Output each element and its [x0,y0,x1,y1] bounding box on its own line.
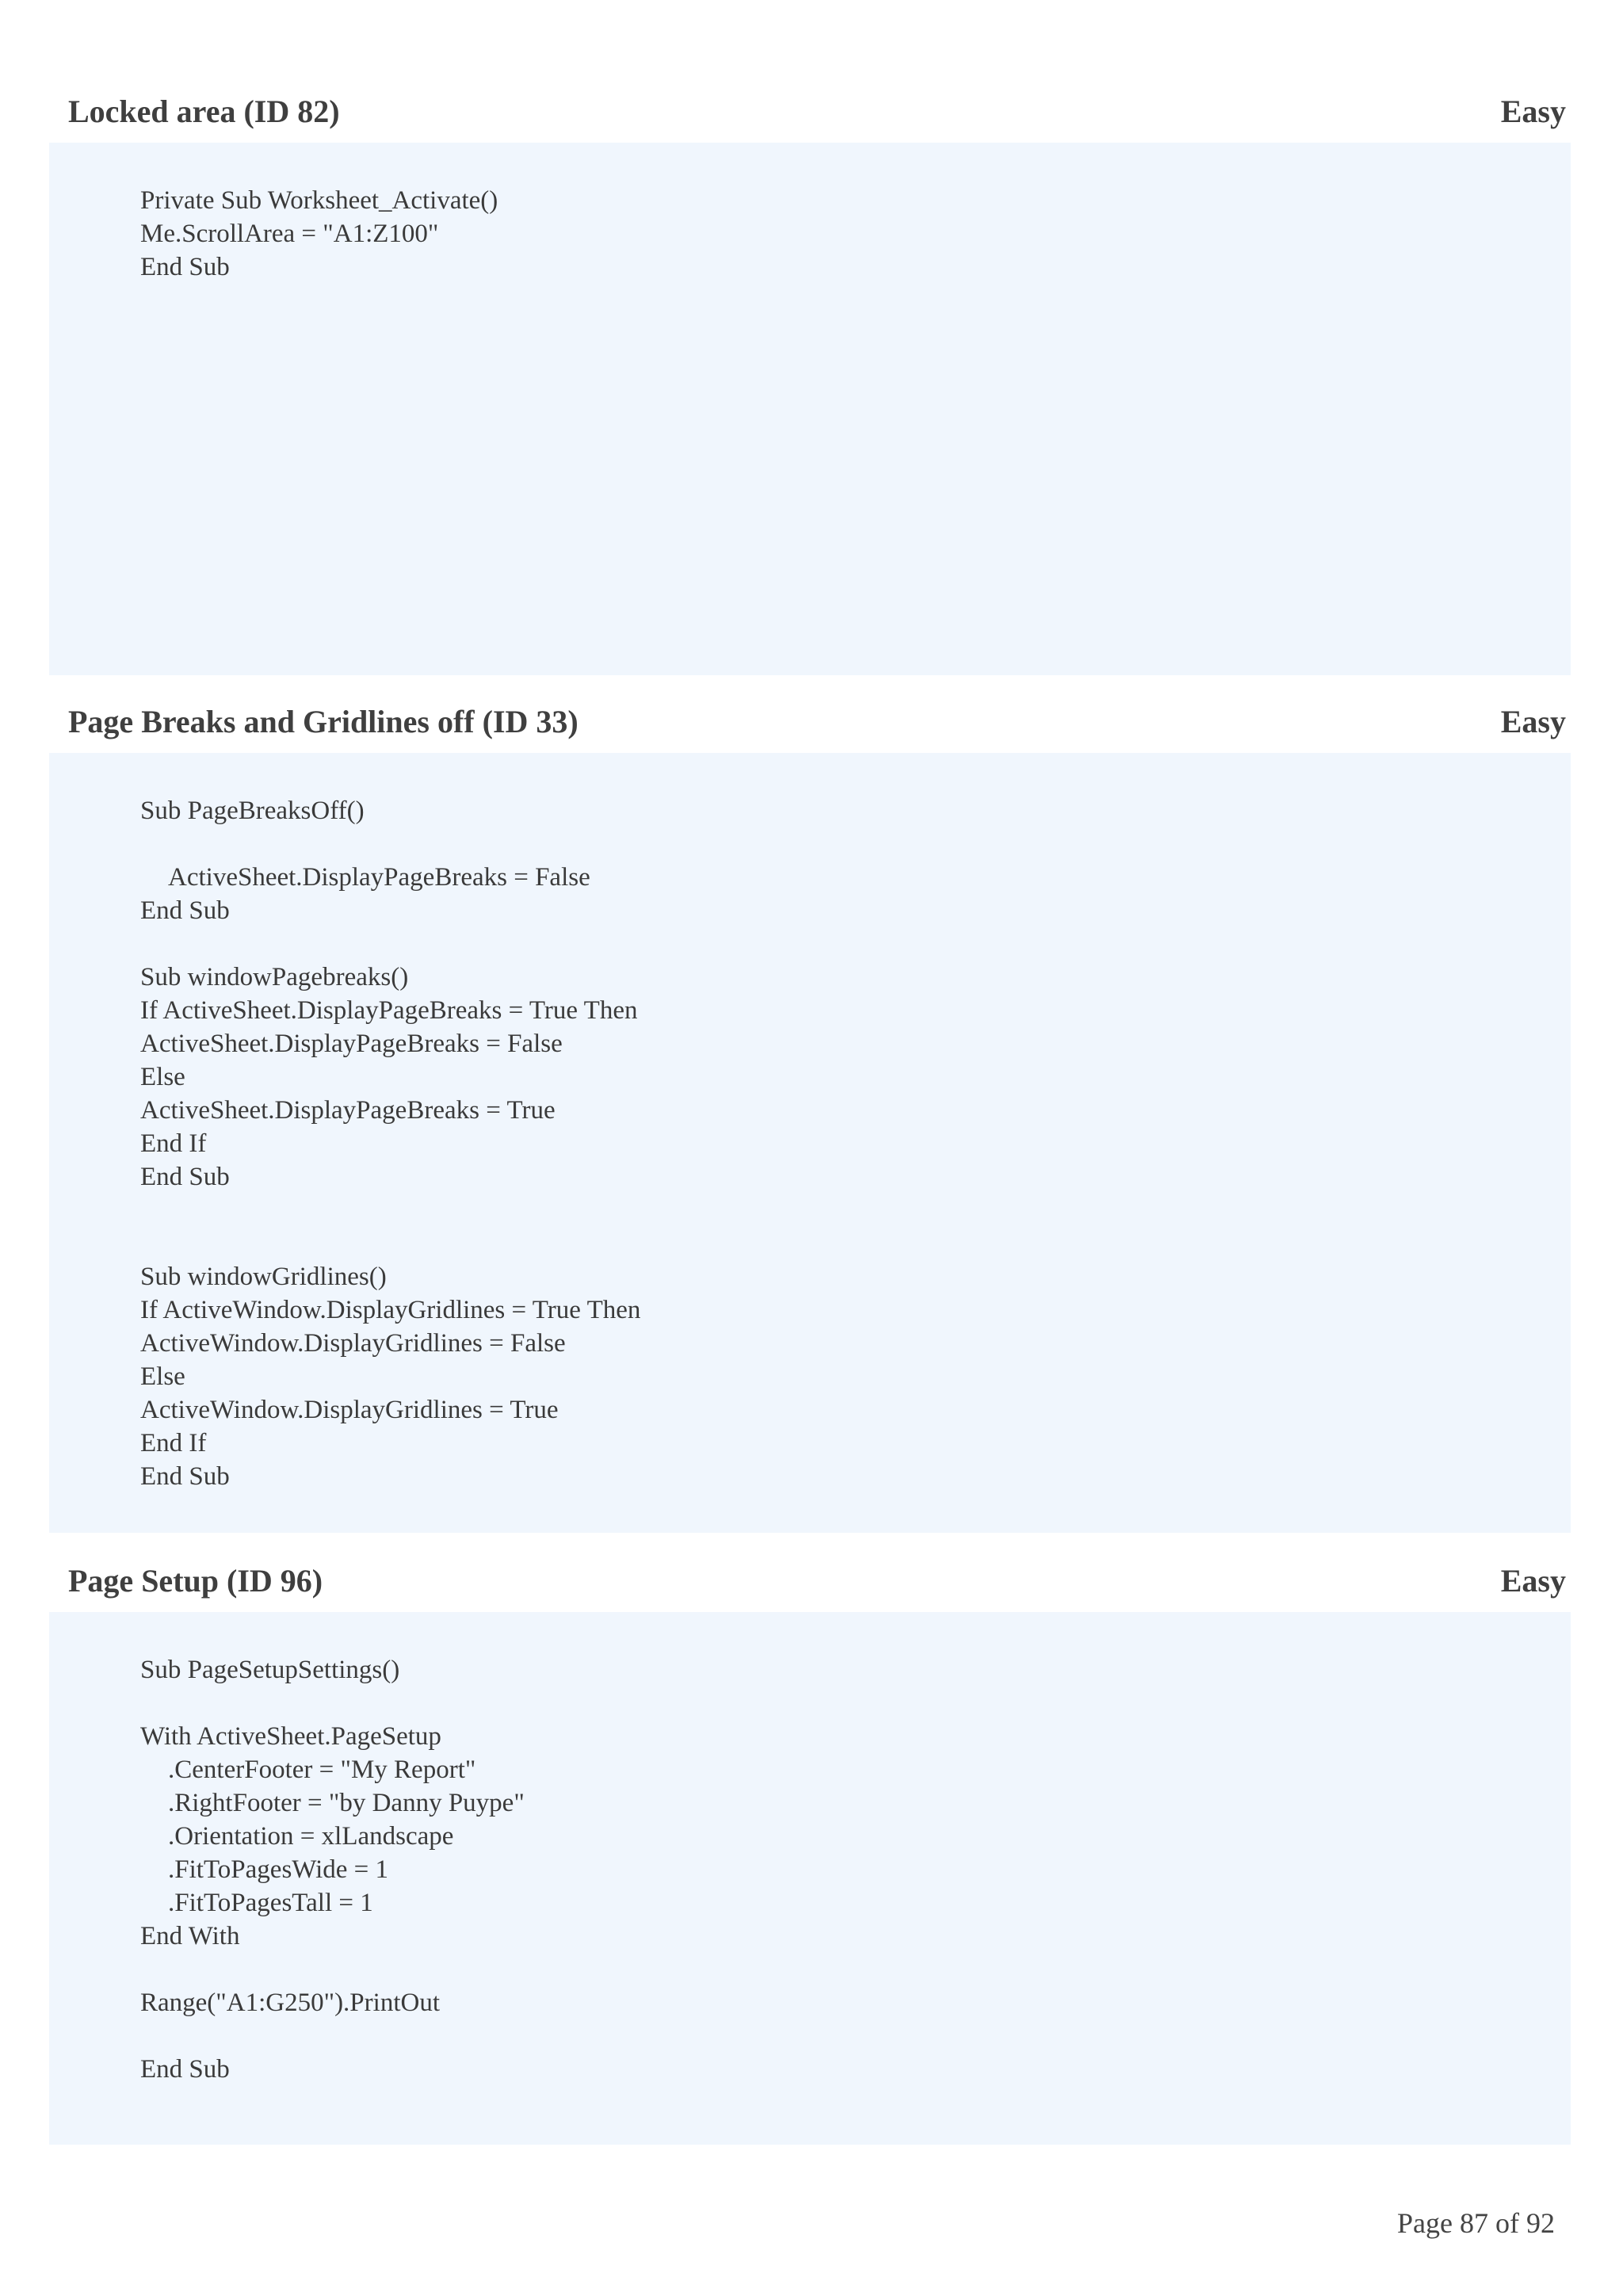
code-line [140,827,1571,861]
code-line: .FitToPagesTall = 1 [168,1889,373,1917]
code-line [140,1194,1571,1227]
code-line: End Sub [140,253,230,281]
code-line: Sub PageSetupSettings() [140,1656,400,1684]
code-line [140,1953,1571,1986]
section-header-page-breaks [68,697,1566,745]
code-line [140,927,1571,961]
section-title: Page Setup (ID 96) [68,1562,323,1599]
code-line: End Sub [140,1163,230,1191]
code-line: End If [140,1429,207,1457]
code-block-page-breaks [49,753,1571,1533]
page-number: Page 87 of 92 [1397,2207,1555,2239]
section-header-page-setup [68,1557,1566,1604]
code-line: Sub windowPagebreaks() [140,963,409,991]
code-line: End Sub [140,2055,230,2084]
code-line: ActiveWindow.DisplayGridlines = False [140,1329,566,1358]
section-title: Page Breaks and Gridlines off (ID 33) [68,703,579,739]
code-line: .RightFooter = "by Danny Puype" [168,1789,525,1817]
code-line: ActiveSheet.DisplayPageBreaks = False [168,863,590,892]
difficulty-badge: Easy [1500,703,1566,739]
code-line: Sub PageBreaksOff() [140,797,365,825]
code-line: Private Sub Worksheet_Activate() [140,186,498,215]
code-line: If ActiveWindow.DisplayGridlines = True Then [140,1296,641,1324]
code-line: End Sub [140,1462,230,1491]
section-title: Locked area (ID 82) [68,93,340,129]
code-block-page-setup [49,1612,1571,2145]
code-line: ActiveSheet.DisplayPageBreaks = True [140,1096,556,1125]
code-line: If ActiveSheet.DisplayPageBreaks = True Then [140,996,638,1025]
code-line: End If [140,1129,207,1158]
code-line [140,1687,1571,1720]
code-line: Range("A1:G250").PrintOut [140,1988,440,2017]
code-line [140,1227,1571,1260]
code-line: Sub windowGridlines() [140,1263,387,1291]
code-line: With ActiveSheet.PageSetup [140,1722,441,1751]
code-line: Me.ScrollArea = "A1:Z100" [140,220,439,248]
code-line: ActiveWindow.DisplayGridlines = True [140,1396,559,1424]
code-line: End With [140,1922,240,1950]
code-line: .CenterFooter = "My Report" [168,1755,476,1784]
code-line: Else [140,1362,185,1391]
code-line: .Orientation = xlLandscape [168,1822,454,1851]
code-line: .FitToPagesWide = 1 [168,1855,389,1884]
code-line: End Sub [140,896,230,925]
difficulty-badge: Easy [1500,1562,1566,1599]
code-line [140,2019,1571,2053]
code-line: ActiveSheet.DisplayPageBreaks = False [140,1030,563,1058]
code-block-locked-area [49,143,1571,675]
code-line: Else [140,1063,185,1091]
section-header-locked-area [68,87,1566,135]
difficulty-badge: Easy [1500,93,1566,129]
